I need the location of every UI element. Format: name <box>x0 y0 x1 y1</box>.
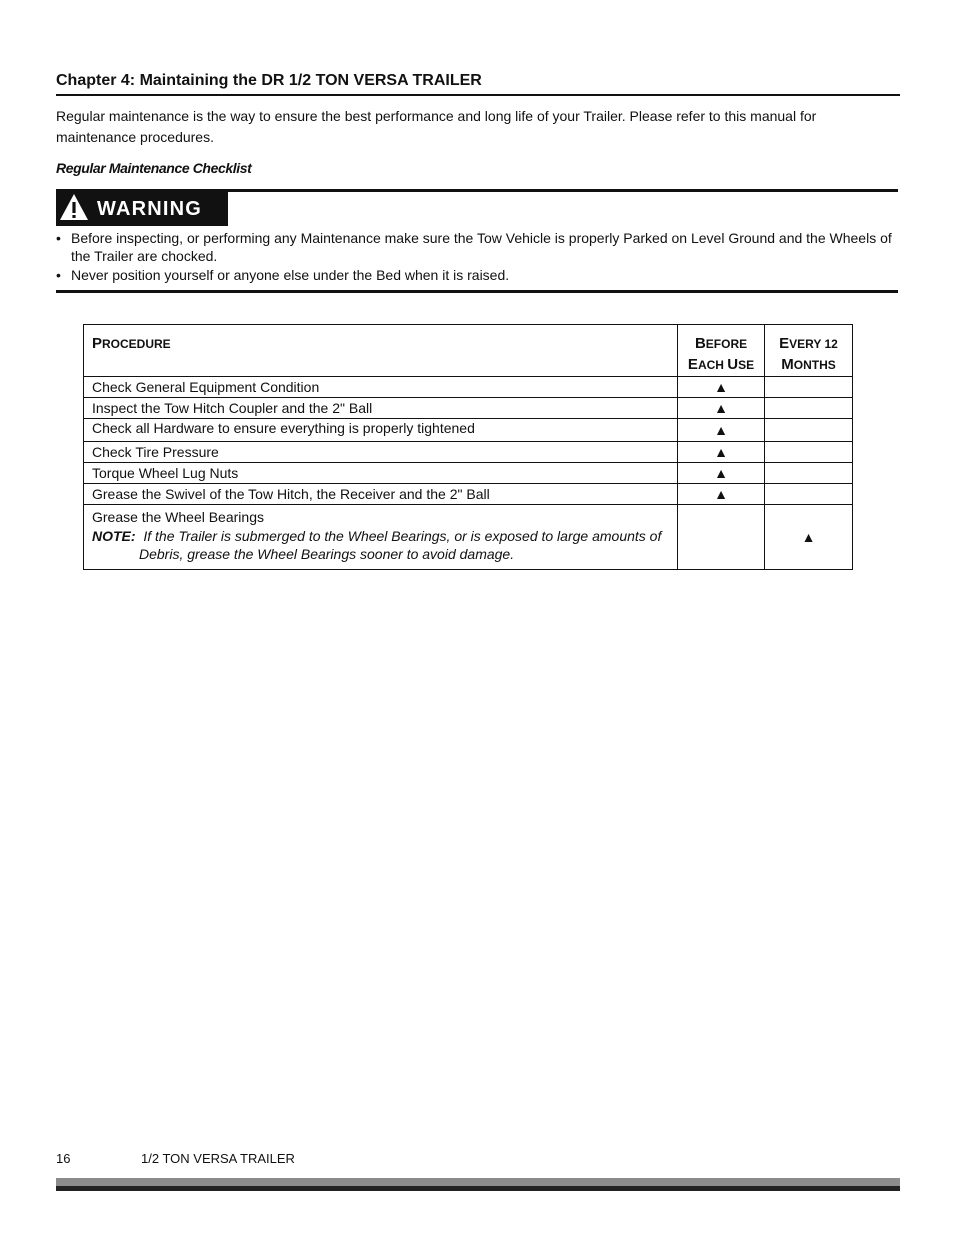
note-label: NOTE: <box>92 528 136 544</box>
header-before-each-use: BEFORE EACH USE <box>678 325 765 377</box>
table-row <box>84 505 853 570</box>
warning-item-text: Never position yourself or anyone else under the Bed when it is raised. <box>71 267 510 283</box>
warning-box <box>56 189 898 293</box>
footer-title: 1/2 TON VERSA TRAILER <box>141 1151 295 1166</box>
checklist-subheading: Regular Maintenance Checklist <box>56 160 252 176</box>
before-each-use-cell: ▲ <box>678 442 765 463</box>
header-every-12-months: EVERY 12 MONTHS <box>765 325 853 377</box>
procedure-cell: Check General Equipment Condition <box>84 377 678 398</box>
note-text: If the Trailer is submerged to the Wheel Bearings, or is exposed to large amounts of Debris, grease the Wheel Bearings sooner to avoid damage. <box>139 528 662 562</box>
procedure-cell: Torque Wheel Lug Nuts <box>84 463 678 484</box>
procedure-text: Grease the Wheel Bearings <box>92 509 264 525</box>
every-12-months-cell <box>765 377 853 398</box>
before-each-use-cell: ▲ <box>678 377 765 398</box>
warning-item-text: Before inspecting, or performing any Maintenance make sure the Tow Vehicle is properly Parked on Level Ground and the Wheels of the Trailer are chocked. <box>71 230 892 264</box>
table-row <box>84 442 853 463</box>
header-procedure: PROCEDURE <box>84 325 678 377</box>
warning-item <box>56 266 898 284</box>
page-number: 16 <box>56 1151 71 1166</box>
warning-label <box>56 192 228 226</box>
before-each-use-cell: ▲ <box>678 419 765 442</box>
every-12-months-cell <box>765 442 853 463</box>
before-each-use-cell: ▲ <box>678 484 765 505</box>
procedure-note <box>92 527 669 563</box>
footer-rule <box>56 1178 900 1186</box>
warning-text: WARNING <box>97 197 203 220</box>
table-row <box>84 484 853 505</box>
before-each-use-cell <box>678 505 765 570</box>
every-12-months-cell: ▲ <box>765 505 853 570</box>
before-each-use-cell: ▲ <box>678 463 765 484</box>
chapter-title: Chapter 4: Maintaining the DR 1/2 TON VERSA TRAILER <box>56 72 900 96</box>
every-12-months-cell <box>765 463 853 484</box>
table-row <box>84 463 853 484</box>
every-12-months-cell <box>765 484 853 505</box>
procedure-cell: Check all Hardware to ensure everything is properly tightened <box>84 419 678 442</box>
procedure-cell: Grease the Swivel of the Tow Hitch, the Receiver and the 2" Ball <box>84 484 678 505</box>
bullet-icon: • <box>56 267 61 283</box>
procedure-cell: Inspect the Tow Hitch Coupler and the 2" Ball <box>84 398 678 419</box>
before-each-use-cell: ▲ <box>678 398 765 419</box>
table-row <box>84 398 853 419</box>
bullet-icon: • <box>56 230 61 246</box>
warning-list <box>56 229 898 285</box>
every-12-months-cell <box>765 398 853 419</box>
every-12-months-cell <box>765 419 853 442</box>
warning-item <box>56 229 898 265</box>
warning-triangle-icon <box>59 193 89 226</box>
table-row <box>84 419 853 442</box>
footer-rule-dark <box>56 1186 900 1191</box>
intro-paragraph: Regular maintenance is the way to ensure the best performance and long life of your Trailer. Please refer to this manual for maintenance procedures. <box>56 108 817 145</box>
table-row <box>84 377 853 398</box>
maintenance-table <box>83 324 853 570</box>
procedure-cell: Check Tire Pressure <box>84 442 678 463</box>
procedure-cell <box>84 505 678 570</box>
table-header-row <box>84 325 853 377</box>
